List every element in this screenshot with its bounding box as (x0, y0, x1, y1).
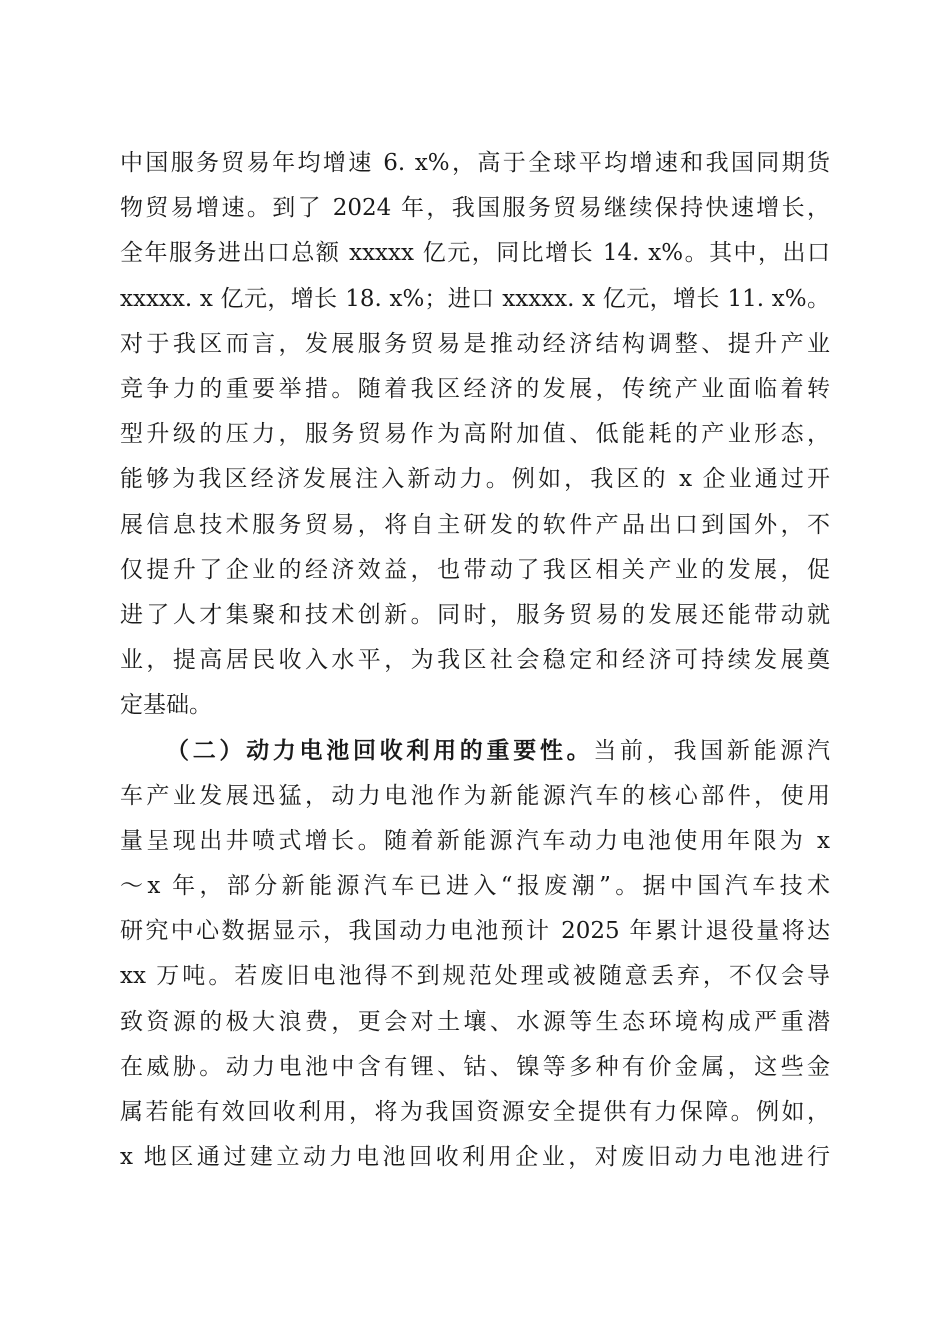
text-line: 在威胁。动力电池中含有锂、钴、镍等多种有价金属，这些金 (120, 1053, 830, 1080)
text-line: 进了人才集聚和技术创新。同时，服务贸易的发展还能带动就 (120, 601, 830, 628)
text-line: x 地区通过建立动力电池回收利用企业，对废旧动力电池进行 (120, 1144, 830, 1171)
text-line: 全年服务进出口总额 xxxxx 亿元，同比增长 14. x%。其中，出口 (120, 240, 830, 267)
text-line: 型升级的压力，服务贸易作为高附加值、低能耗的产业形态， (120, 421, 830, 448)
text-line: 展信息技术服务贸易，将自主研发的软件产品出口到国外，不 (120, 511, 830, 538)
text-line: 定基础。 (120, 692, 212, 719)
text-line: xx 万吨。若废旧电池得不到规范处理或被随意丢弃，不仅会导 (120, 963, 830, 990)
text-line: 致资源的极大浪费，更会对土壤、水源等生态环境构成严重潜 (120, 1008, 830, 1035)
text-line: 车产业发展迅猛，动力电池作为新能源汽车的核心部件，使用 (120, 782, 830, 809)
text-line: 业，提高居民收入水平，为我区社会稳定和经济可持续发展奠 (120, 647, 830, 674)
text-line: 属若能有效回收利用，将为我国资源安全提供有力保障。例如， (120, 1098, 830, 1125)
text-line: 能够为我区经济发展注入新动力。例如，我区的 x 企业通过开 (120, 466, 830, 493)
text-line: 物贸易增速。到了 2024 年，我国服务贸易继续保持快速增长， (120, 195, 830, 222)
text-line-first (120, 728, 830, 773)
section-heading: （二）动力电池回收利用的重要性。 (166, 737, 594, 765)
text-line: 竞争力的重要举措。随着我区经济的发展，传统产业面临着转 (120, 375, 830, 402)
text-run: 当前，我国新能源汽 (593, 738, 831, 765)
text-line: 中国服务贸易年均增速 6. x%，高于全球平均增速和我国同期货 (120, 150, 830, 176)
document-page (120, 141, 830, 1180)
text-line: xxxxx. x 亿元，增长 18. x%；进口 xxxxx. x 亿元，增长 11. x%。 (120, 285, 830, 312)
text-line: ～x 年，部分新能源汽车已进入“报废潮”。据中国汽车技术 (120, 873, 830, 899)
paragraph-service-trade (120, 141, 830, 728)
text-line: 仅提升了企业的经济效益，也带动了我区相关产业的发展，促 (120, 556, 830, 583)
paragraph-battery-recycling (120, 728, 830, 1180)
text-line: 对于我区而言，发展服务贸易是推动经济结构调整、提升产业 (120, 330, 830, 357)
text-line: 研究中心数据显示，我国动力电池预计 2025 年累计退役量将达 (120, 918, 830, 945)
text-line: 量呈现出井喷式增长。随着新能源汽车动力电池使用年限为 x (120, 827, 830, 854)
